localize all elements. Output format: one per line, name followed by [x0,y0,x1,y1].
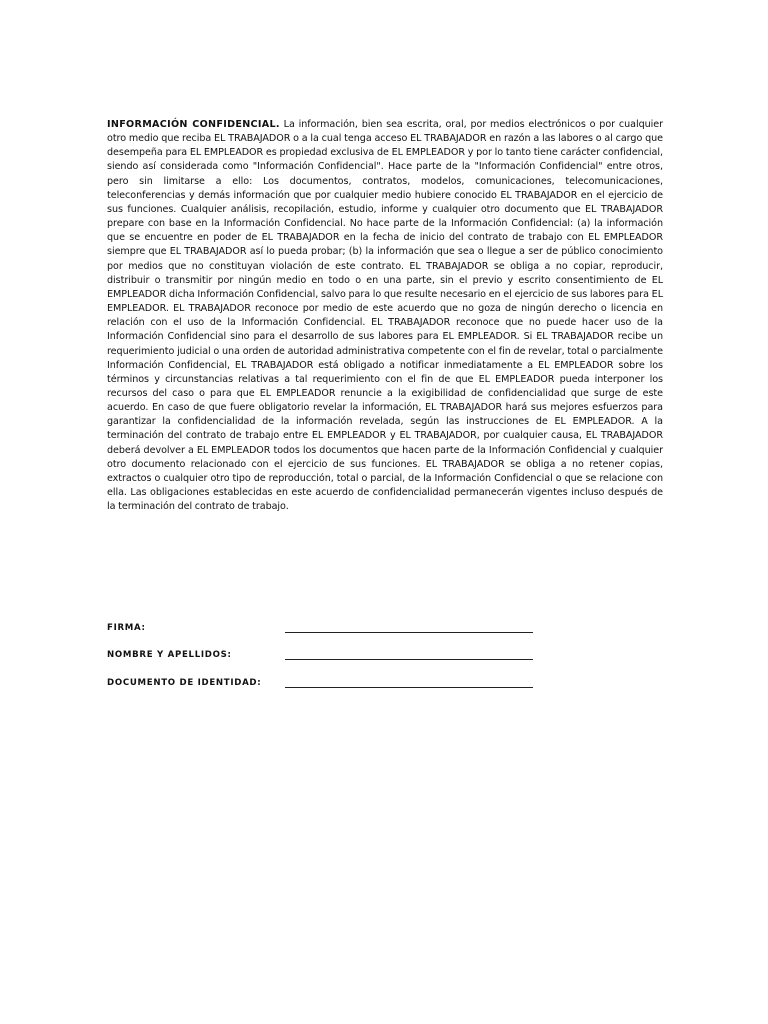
nombre-line [285,659,533,660]
firma-line [285,632,533,633]
nombre-label: NOMBRE Y APELLIDOS: [107,650,232,660]
signature-row-firma [107,619,537,635]
documento-line [285,687,533,688]
signature-row-nombre [107,646,537,662]
clause-body: La información, bien sea escrita, oral, por medios electrónicos o por cualquier otro medio que reciba EL TRABAJADOR o a la cual tenga acceso EL TRABAJADOR en razón a las labores o al cargo que desempeña para EL EMPLEADOR es propiedad exclusiva de EL EMPLEADOR y por lo tanto tiene carácter confidencial, siendo así considerada como "Información Confidencial". Hace parte de la "Información Confidencial" entre otros, pero sin limitarse a ello: Los documentos, contratos, modelos, comunicaciones, telecomunicaciones, teleconferencias y demás información que por cualquier medio hubiere conocido EL TRABAJADOR en el ejercicio de sus funciones. Cualquier análisis, recopilación, estudio, informe y cualquier otro documento que EL TRABAJADOR prepare con base en la Información Confidencial. No hace parte de la Información Confidencial: (a) la información que se encuentre en poder de EL TRABAJADOR en la fecha de inicio del contrato de trabajo con EL EMPLEADOR siempre que EL TRABAJADOR así lo pueda probar; (b) la información que sea o llegue a ser de público conocimiento por medios que no constituyan violación de este contrato. EL TRABAJADOR se obliga a no copiar, reproducir, distribuir o transmitir por ningún medio en todo o en una parte, sin el previo y escrito consentimiento de EL EMPLEADOR dicha Información Confidencial, salvo para lo que resulte necesario en el ejercicio de sus labores para EL EMPLEADOR. EL TRABAJADOR reconoce por medio de este acuerdo que no goza de ningún derecho o licencia en relación con el uso de la Información Confidencial. EL TRABAJADOR reconoce que no puede hacer uso de la Información Confidencial sino para el desarrollo de sus labores para EL EMPLEADOR. Si EL TRABAJADOR recibe un requerimiento judicial o una orden de autoridad administrativa competente con el fin de revelar, total o parcialmente Información Confidencial, EL TRABAJADOR está obligado a notificar inmediatamente a EL EMPLEADOR sobre los términos y circunstancias relativas a tal requerimiento con el fin de que EL EMPLEADOR pueda interponer los recursos del caso o para que EL EMPLEADOR renuncie a la exigibilidad de confidencialidad que surge de este acuerdo. En caso de que fuere obligatorio revelar la información, EL TRABAJADOR hará sus mejores esfuerzos para garantizar la confidencialidad de la información revelada, según las instrucciones de EL EMPLEADOR. A la terminación del contrato de trabajo entre EL EMPLEADOR y EL TRABAJADOR, por cualquier causa, EL TRABAJADOR deberá devolver a EL EMPLEADOR todos los documentos que hacen parte de la Información Confidencial y cualquier otro documento relacionado con el ejercicio de sus funciones. EL TRABAJADOR se obliga a no retener copias, extractos o cualquier otro tipo de reproducción, total o parcial, de la Información Confidencial o que se relacione con ella. Las obligaciones establecidas en este acuerdo de confidencialidad permanecerán vigentes incluso después de la terminación del contrato de trabajo. [107,119,664,513]
documento-label: DOCUMENTO DE IDENTIDAD: [107,678,262,688]
confidentiality-clause [107,118,663,514]
firma-label: FIRMA: [107,623,146,633]
clause-heading: INFORMACIÓN CONFIDENCIAL. [107,119,280,130]
signature-row-documento [107,674,537,690]
